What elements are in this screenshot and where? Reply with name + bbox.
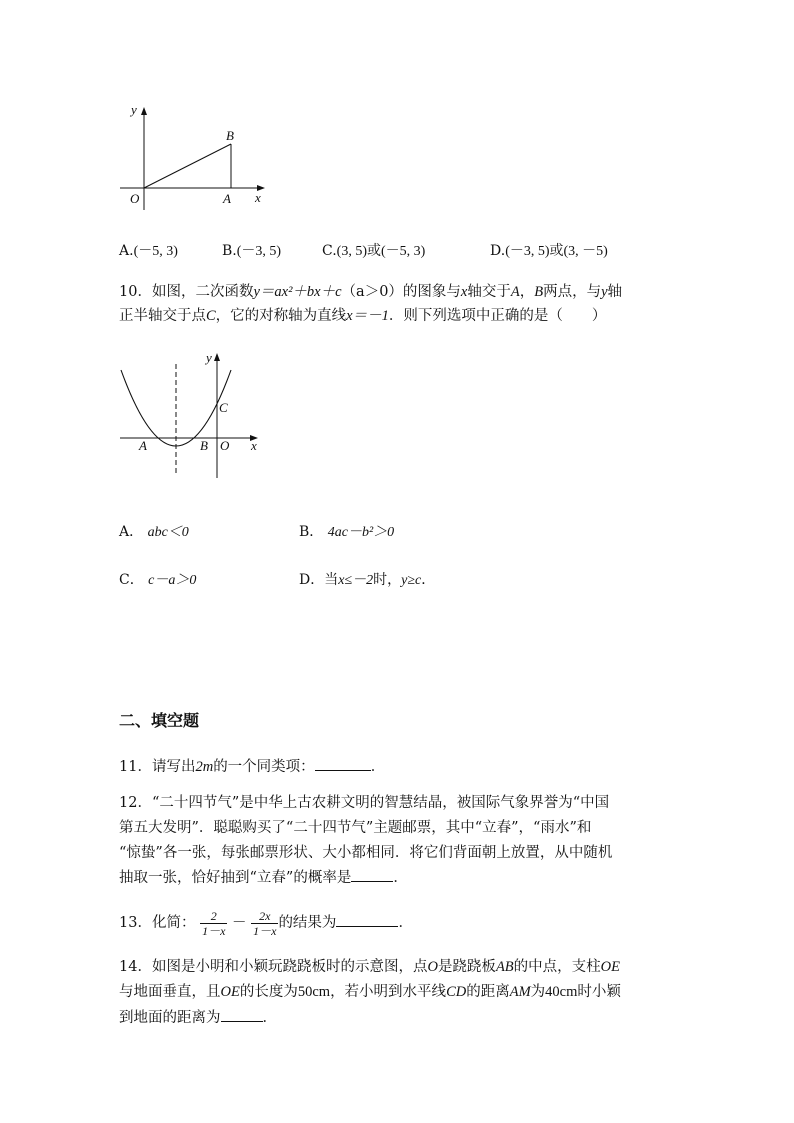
q14-segment-oe: OE [600, 959, 620, 975]
q12-answer-blank[interactable] [351, 867, 393, 882]
q9-label-a: A [223, 191, 231, 206]
q10-parabola-graph [115, 346, 275, 486]
q10-label-o: O [220, 438, 230, 453]
q11-text: 11．请写出 [119, 759, 196, 775]
q10-var-y: y [601, 284, 608, 300]
q14-text: 14．如图是小明和小颖玩跷跷板时的示意图，点 [119, 959, 428, 975]
q13-fraction-1-denominator: 1－x [202, 923, 226, 938]
q9-label-b: B [226, 128, 234, 143]
q10-text: 正半轴交于点 [119, 308, 206, 324]
q9-option-a-value: (－5, 3) [133, 244, 178, 259]
q14-text: 的距离 [466, 984, 510, 1000]
q9-option-d-value2: (3, －5) [563, 244, 608, 259]
q9-label-y: y [131, 102, 137, 117]
q11-text: 的一个同类项： [213, 759, 315, 775]
q14-line-2 [119, 982, 621, 1002]
q10-label-a: A [139, 438, 147, 453]
q12-text: 抽取一张，恰好抽到“立春”的概率是 [119, 870, 352, 886]
q14-segment-am: AM [509, 984, 531, 1000]
q13-text: 的结果为 [278, 915, 337, 931]
q10-option-d [299, 570, 435, 591]
q10-option-d-end: ． [421, 572, 436, 588]
q14-line-1 [119, 957, 620, 977]
q9-option-c [322, 241, 425, 262]
q11-end: ． [370, 759, 386, 775]
q14-segment-ab: AB [495, 959, 514, 975]
q10-label-y: y [206, 350, 212, 365]
q10-point-b: B [534, 284, 544, 300]
q14-text: 与地面垂直，且 [119, 984, 221, 1000]
q10-option-c-label: C． [119, 572, 144, 588]
q10-label-c: C [219, 400, 228, 415]
q10-y-arrow [214, 353, 220, 361]
q14-end: ． [262, 1010, 277, 1026]
q9-option-d [490, 241, 608, 262]
q13-line [119, 906, 413, 940]
q14-text: 是跷跷板 [437, 959, 496, 975]
q14-text: ，若小明到水平线 [330, 984, 447, 1000]
q10-option-a-label: A． [119, 524, 144, 540]
q11-line [119, 756, 385, 777]
q9-option-d-label: D. [490, 243, 506, 259]
q10-text: 10．如图，二次函数 [119, 284, 254, 300]
q14-text: 的长度为 [239, 984, 298, 1000]
q13-fraction-2-numerator: 2x [251, 909, 278, 924]
q9-label-x: x [255, 190, 261, 205]
q14-text: 时小颖 [577, 984, 621, 1000]
q13-minus: － [232, 915, 247, 931]
q10-text: ．则下列选项中正确的是（ ） [388, 308, 607, 324]
q10-text: 轴交于 [467, 284, 511, 300]
q9-option-b-value: (－3, 5) [236, 244, 282, 259]
q9-option-c-value2: (－5, 3) [381, 244, 426, 259]
q10-line-1 [119, 282, 622, 302]
q10-text: 两点，与 [543, 284, 602, 300]
q12-line-1: 12．“二十四节气”是中华上古农耕文明的智慧结晶，被国际气象界誉为“中国 [119, 795, 610, 811]
q10-option-b-expr: 4ac－b²＞0 [327, 525, 395, 540]
q10-option-c-expr: c－a＞0 [148, 573, 197, 588]
q10-option-a-expr: abc＜0 [147, 525, 189, 540]
q10-text: ， [519, 284, 535, 300]
q10-point-a: A [510, 284, 520, 300]
q10-option-d-cond: x≤－2 [338, 573, 374, 588]
q9-option-c-conj: 或 [367, 243, 381, 259]
q9-coordinate-graph [115, 100, 275, 210]
q14-text: 到地面的距离为 [119, 1010, 221, 1026]
q14-point-o: O [427, 959, 438, 975]
q10-condition: （a＞0） [341, 284, 403, 300]
q10-option-d-expr: y≥c [401, 573, 422, 588]
q10-option-b [299, 522, 394, 543]
q14-text: 为 [530, 984, 546, 1000]
q13-answer-blank[interactable] [336, 912, 398, 927]
q13-fraction-1 [200, 909, 227, 938]
q10-point-c: C [206, 308, 216, 324]
q9-segment-ob [144, 144, 231, 188]
q9-option-b [222, 241, 281, 262]
q10-option-d-label: D． [299, 572, 325, 588]
q9-option-d-conj: 或 [549, 243, 564, 259]
q13-fraction-1-numerator: 2 [200, 909, 227, 924]
q10-option-a [119, 522, 189, 543]
q10-line-2 [119, 306, 606, 326]
q10-function: y＝ax²＋bx＋c [253, 284, 342, 300]
q13-fraction-2-denominator: 1－x [253, 923, 277, 938]
q14-length-2: 40cm [545, 984, 578, 1000]
q10-option-d-pre: 当 [324, 572, 339, 588]
q14-answer-blank[interactable] [221, 1007, 263, 1022]
q9-option-a-label: A. [119, 243, 134, 259]
q13-text: 13．化简： [119, 915, 196, 931]
q13-end: ． [398, 915, 413, 931]
q12-line-3: “惊蛰”各一张，每张邮票形状、大小都相同．将它们背面朝上放置，从中随机 [119, 845, 613, 861]
q11-answer-blank[interactable] [315, 756, 371, 771]
q10-label-b: B [200, 438, 208, 453]
q11-expr: 2m [195, 759, 214, 775]
q12-line-4 [119, 867, 408, 888]
q9-option-b-label: B. [222, 243, 237, 259]
q9-option-a [119, 241, 178, 262]
q9-option-d-value: (－3, 5) [505, 244, 550, 259]
q9-label-o: O [130, 191, 140, 206]
q13-fraction-2 [251, 909, 278, 938]
q10-text: 轴 [607, 284, 623, 300]
q10-label-x: x [251, 438, 257, 453]
q14-line-3 [119, 1007, 277, 1028]
q14-text: 的中点，支柱 [513, 959, 601, 975]
q10-text: 的图象与 [402, 284, 461, 300]
section-title: 二、填空题 [119, 711, 200, 730]
q10-option-d-mid: 时， [373, 572, 402, 588]
q9-y-arrow [141, 107, 147, 115]
q14-length-1: 50cm [297, 984, 331, 1000]
q9-option-c-label: C. [322, 243, 337, 259]
q10-axis-equation: x＝－1 [346, 308, 389, 324]
q12-line-2: 第五大发明”．聪聪购买了“二十四节气”主题邮票，其中“立春”，“雨水”和 [119, 820, 592, 836]
q10-option-b-label: B． [299, 524, 324, 540]
q12-end: ． [393, 870, 408, 886]
q14-segment-oe: OE [220, 984, 240, 1000]
q14-segment-cd: CD [446, 984, 467, 1000]
q9-option-c-value: (3, 5) [336, 244, 367, 259]
q10-option-c [119, 570, 196, 591]
q10-var-x: x [460, 284, 468, 300]
q10-text: ，它的对称轴为直线 [215, 308, 347, 324]
